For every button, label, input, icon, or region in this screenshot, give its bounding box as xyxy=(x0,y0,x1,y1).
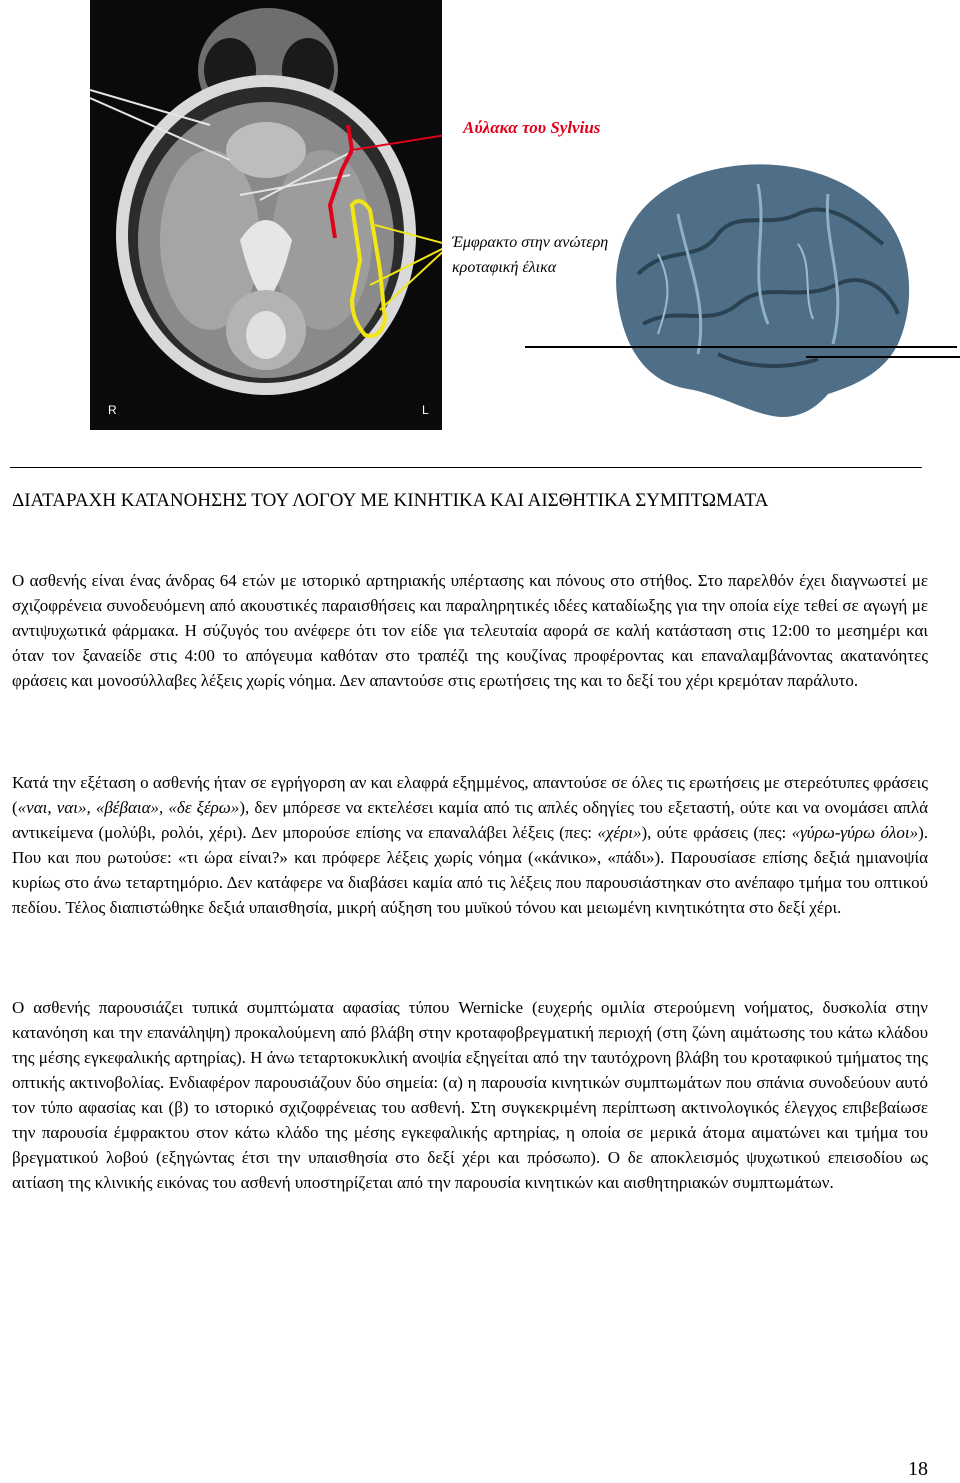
mri-label-r: R xyxy=(108,403,117,417)
page-number: 18 xyxy=(908,1458,928,1480)
paragraph-examination xyxy=(12,770,928,920)
exam-quote-hand: «χέρι» xyxy=(597,823,642,842)
figure-area xyxy=(0,0,960,440)
exam-quote-phrase: «γύρω-γύρω όλοι» xyxy=(791,823,919,842)
label-infarct xyxy=(452,230,608,280)
mri-scan-image xyxy=(90,0,442,430)
paragraph-case-history: Ο ασθενής είναι ένας άνδρας 64 ετών με ιστορικό αρτηριακής υπέρτασης και πόνους στο στήθος. Στο παρελθόν έχει διαγνωστεί με σχιζοφρένεια συνοδευόμενη από ακουστικές παραισθήσεις και παραληρητικές ιδέες καταδίωξης για την οποία είχε τεθεί σε αγωγή με αντιψυχωτικά φάρμακα. Η σύζυγός του ανέφερε ότι τον είδε για τελευταία αφορά σε καλή κατάσταση στις 12:00 το μεσημέρι και όταν τον ξαναείδε στις 4:00 το απόγευμα καθόταν στο τραπέζι της κουζίνας προφέροντας και επαναλαμβάνοντας ακατανόητες φράσεις και μονοσύλλαβες λέξεις χωρίς νόημα. Δεν απαντούσε στις ερωτήσεις της και το δεξί του χέρι κρεμόταν παράλυτο. xyxy=(12,571,928,690)
paragraph-discussion: Ο ασθενής παρουσιάζει τυπικά συμπτώματα αφασίας τύπου Wernicke (ευχερής ομιλία στερούμενη νοήματος, δυσκολία στην κατανόηση και την επανάληψη) προκαλούμενη από βλάβη στην κροταφοβρεγματική περιοχή (στη ζώνη αιμάτωσης του κάτω κλάδου της μέσης εγκεφαλικής αρτηρίας). Η άνω τεταρτοκυκλική ανοψία εξηγείται από την ταυτόχρονη βλάβη του κροταφικού τμήματος της οπτικής ακτινοβολίας. Ενδιαφέρον παρουσιάζουν δύο σημεία: (α) η παρουσία κινητικών συμπτωμάτων που σπάνια συνοδεύουν αυτό τον τύπο αφασίας και (β) το ιστορικό σχιζοφρένειας του ασθενή. Στη συγκεκριμένη περίπτωση ακτινολογικός έλεγχος επιβεβαίωσε την παρουσία έμφρακτου στον κάτω κλάδο της μέσης εγκεφαλικής αρτηρίας, η οποία σε μερικά άτομα αιματώνει και τμήμα του βρεγματικού λοβού (εξηγώντας έτσι την υπαισθησία στο δεξί χέρι και πρόσωπο). Ο δε αποκλεισμός ψυχωτικού επεισοδίου ως αιτίαση της κλινικής εικόνας του ασθενή υποστηρίζεται από την παρουσία κινητικών και αισθητηριακών συμπτωμάτων. xyxy=(12,998,928,1192)
label-infarct-line-1: Έμφρακτο στην ανώτερη xyxy=(452,234,609,251)
exam-text-b: ), δεν μπόρεσε να εκτελέσει καμία από τις απλές οδηγίες του εξεταστή, ούτε και να ονομάσει απλά αντικείμενα (μολύβι, ρολόι, χέρι). Δεν μπορούσε επίσης να επαναλάβει λέξεις (πες: xyxy=(12,798,929,842)
sylvian-level-line xyxy=(525,346,957,348)
exam-quote-phrases: «ναι, ναι», «βέβαια», «δε ξέρω» xyxy=(17,798,240,817)
mri-label-l: L xyxy=(422,403,429,417)
label-sylvian-fissure: Αύλακα του Sylvius xyxy=(463,118,601,137)
exam-text-c: ), ούτε φράσεις (πες: xyxy=(641,823,792,842)
exam-text-d: ). Που και που ρωτούσε: «τι ώρα είναι?» και πρόφερε λέξεις χωρίς νόημα («κάνικο», «πάδι»). Παρουσίασε επίσης δεξιά ημιανοψία κυρίως στο άνω τεταρτημόριο. Δεν κατάφερε να διαβάσει καμία από τις λέξεις που παρουσιάστηκαν στο ανέπαφο τμήμα του οπτικού πεδίου. Τέλος διαπιστώθηκε δεξιά υπαισθησία, μικρή αύξηση του μυϊκού τόνου και μειωμένη κινητικότητα στο δεξί χέρι. xyxy=(12,823,929,917)
section-title: ΔΙΑΤΑΡΑΧΗ ΚΑΤΑΝΟΗΣΗΣ ΤΟΥ ΛΟΓΟΥ ΜΕ ΚΙΝΗΤΙΚΑ ΚΑΙ ΑΙΣΘΗΤΙΚΑ ΣΥΜΠΤΩΜΑΤΑ xyxy=(12,490,769,511)
brain-3d-image xyxy=(598,154,916,426)
section-divider xyxy=(10,467,922,468)
label-infarct-line-2: κροταφική έλικα xyxy=(452,259,557,276)
exam-text-a: Κατά την εξέταση ο ασθενής ήταν σε εγρήγορση αν και ελαφρά εξημμένος, απαντούσε σε όλες τις ερωτήσεις με στερεότυπες φράσεις ( xyxy=(12,773,928,817)
infarct-level-line xyxy=(806,356,960,358)
